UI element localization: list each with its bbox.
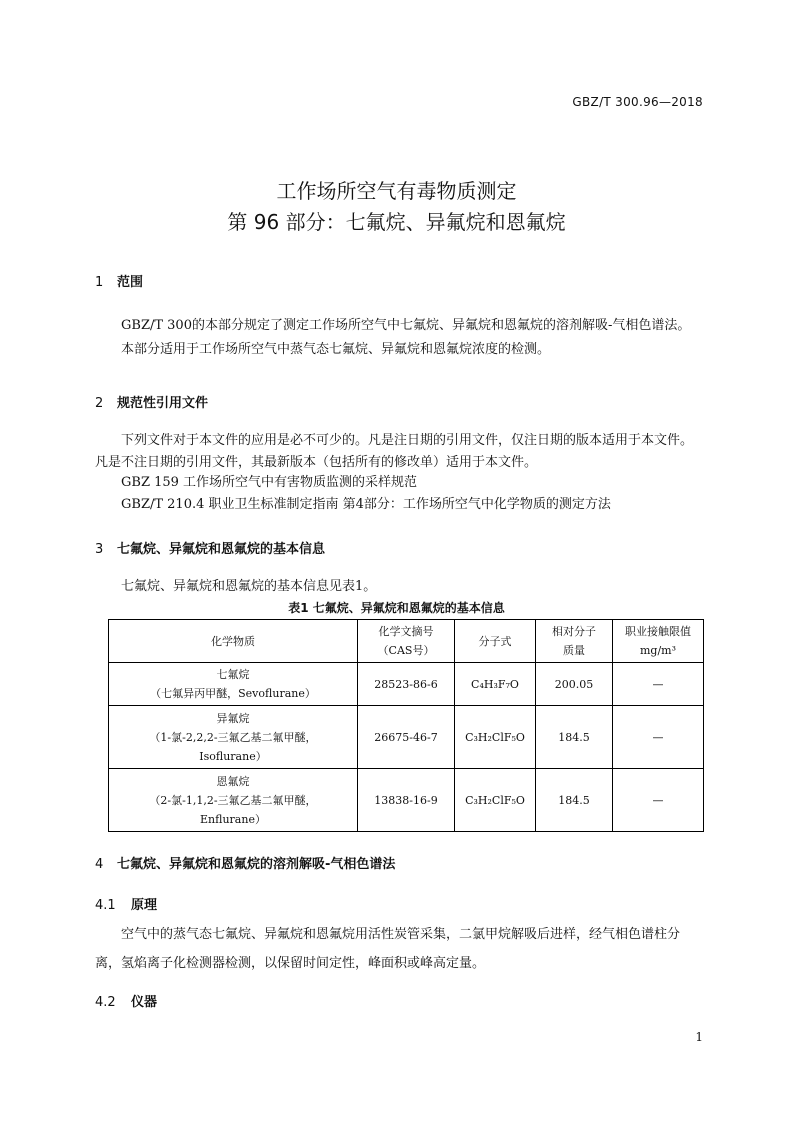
section-title: 规范性引用文件 [117,396,209,411]
header-formula: 分子式 [455,620,536,663]
cell-formula: C₄H₃F₇O [455,663,536,706]
section-4-2-heading [95,991,157,1010]
document-code: GBZ/T 300.96—2018 [572,95,703,109]
cell-cas: 28523-86-6 [358,663,455,706]
section-number: 4 [95,857,104,872]
cell-cas: 13838-16-9 [358,769,455,832]
cell-substance: 七氟烷 （七氟异丙甲醚，Sevoflurane） [109,663,358,706]
section-4-1-heading [95,894,157,913]
section-title: 仪器 [131,995,158,1010]
table-row [109,663,704,706]
section-title: 七氟烷、异氟烷和恩氟烷的溶剂解吸-气相色谱法 [117,857,396,872]
table-caption: 表1 七氟烷、异氟烷和恩氟烷的基本信息 [288,601,505,615]
section-number: 2 [95,396,104,411]
section-number: 1 [95,275,104,290]
header-cas: 化学文摘号 （CAS号） [358,620,455,663]
reference-gbzt-210-4: GBZ/T 210.4 职业卫生标准制定指南 第4部分：工作场所空气中化学物质的测定方法 [121,497,611,512]
cell-cas: 26675-46-7 [358,706,455,769]
header-exposure-limit: 职业接触限值 mg/m³ [613,620,704,663]
table-header-row [109,620,704,663]
cell-exposure-limit: — [613,769,704,832]
cell-exposure-limit: — [613,663,704,706]
cell-substance: 恩氟烷 （2-氯-1,1,2-三氟乙基二氟甲醚， Enflurane） [109,769,358,832]
section-title: 原理 [131,898,158,913]
section-1-paragraph-1: GBZ/T 300的本部分规定了测定工作场所空气中七氟烷、异氟烷和恩氟烷的溶剂解吸-气相色谱法。 [121,318,691,333]
section-number: 4.2 [95,995,116,1010]
document-title: 工作场所空气有毒物质测定 [276,179,517,203]
cell-molecular-weight: 200.05 [536,663,613,706]
section-title: 七氟烷、异氟烷和恩氟烷的基本信息 [117,542,326,557]
cell-formula: C₃H₂ClF₅O [455,706,536,769]
header-substance: 化学物质 [109,620,358,663]
page-number: 1 [695,1030,703,1044]
section-2-heading [95,392,208,411]
section-3-paragraph-1: 七氟烷、异氟烷和恩氟烷的基本信息见表1。 [121,579,377,594]
table-row [109,769,704,832]
section-title: 范围 [117,275,144,290]
cell-formula: C₃H₂ClF₅O [455,769,536,832]
cell-exposure-limit: — [613,706,704,769]
cell-molecular-weight: 184.5 [536,769,613,832]
section-4-1-paragraph-1: 空气中的蒸气态七氟烷、异氟烷和恩氟烷用活性炭管采集，二氯甲烷解吸后进样，经气相色谱柱分离，氢焰离子化检测器检测，以保留时间定性，峰面积或峰高定量。 [95,927,681,971]
section-number: 4.1 [95,898,116,913]
cell-substance: 异氟烷 （1-氯-2,2,2-三氟乙基二氟甲醚， Isoflurane） [109,706,358,769]
section-1-heading [95,271,143,290]
section-1-paragraph-2: 本部分适用于工作场所空气中蒸气态七氟烷、异氟烷和恩氟烷浓度的检测。 [121,342,551,357]
document-subtitle: 第 96 部分：七氟烷、异氟烷和恩氟烷 [227,210,566,234]
section-3-heading [95,538,325,557]
basic-info-table [108,619,704,832]
table-row [109,706,704,769]
section-4-heading [95,853,395,872]
cell-molecular-weight: 184.5 [536,706,613,769]
reference-gbz-159: GBZ 159 工作场所空气中有害物质监测的采样规范 [121,475,418,490]
section-number: 3 [95,542,104,557]
section-2-paragraph-1: 下列文件对于本文件的应用是必不可少的。凡是注日期的引用文件，仅注日期的版本适用于本文件。凡是不注日期的引用文件，其最新版本（包括所有的修改单）适用于本文件。 [95,433,694,470]
header-molecular-weight: 相对分子 质量 [536,620,613,663]
